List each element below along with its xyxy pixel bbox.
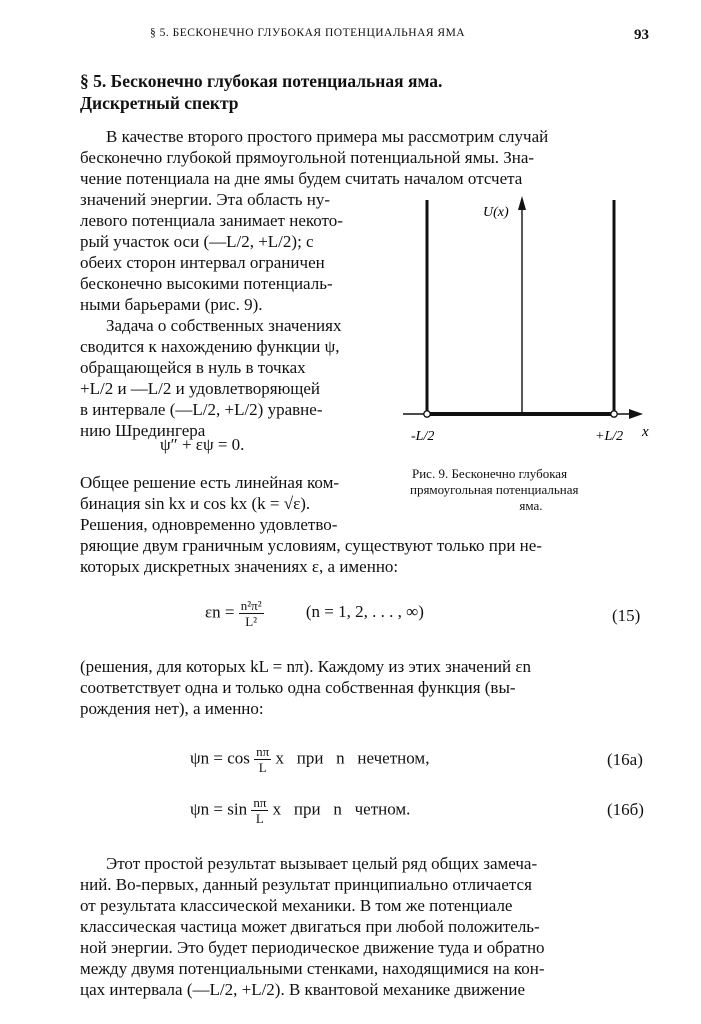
section-title-line-1: § 5. Бесконечно глубокая потенциальная яма. — [80, 71, 443, 91]
figure-caption — [410, 466, 652, 514]
text-line: чение потенциала на дне ямы будем считать началом отсчета — [80, 169, 523, 188]
general-solution-text — [80, 472, 390, 535]
text-line: бинация sin kx и cos kx (k = √ε). — [80, 494, 311, 513]
continuation-paragraph — [80, 535, 652, 577]
text-line: Решения, одновременно удовлетво- — [80, 515, 338, 534]
y-axis-arrow-icon — [518, 196, 526, 210]
schrodinger-equation: ψ″ + εψ = 0. — [160, 435, 245, 454]
text-line: Общее решение есть линейная ком- — [80, 473, 340, 492]
text-line: ными барьерами (рис. 9). — [80, 295, 263, 314]
eq15-fraction — [239, 598, 264, 629]
eq16a-fraction — [254, 744, 271, 775]
caption-line-2: прямоугольная потенциальная — [410, 482, 579, 497]
caption-line-3: яма. — [519, 498, 543, 513]
eq16b-tail: x при n четном. — [272, 799, 411, 819]
final-paragraph — [80, 853, 652, 1000]
text-line: между двумя потенциальными стенками, находящимися на кон- — [80, 959, 545, 978]
text-line: ной энергии. Это будет периодическое движение туда и обратно — [80, 938, 545, 957]
text-line: цах интервала (—L/2, +L/2). В квантовой механике движение — [80, 980, 526, 999]
eq15-lhs: εn = — [205, 602, 235, 622]
left-tick-label: -L/2 — [411, 429, 435, 444]
left-boundary-point — [424, 411, 430, 417]
eq16b-lhs: ψn = sin — [190, 799, 248, 819]
eq16b-numerator: nπ — [253, 795, 267, 810]
text-line: нию Шредингера — [80, 421, 206, 440]
running-header: § 5. БЕСКОНЕЧНО ГЛУБОКАЯ ПОТЕНЦИАЛЬНАЯ ЯМА — [150, 27, 466, 39]
eq16a-denominator: L — [258, 760, 267, 775]
eq16a-number: (16а) — [607, 750, 643, 769]
text-line: В качестве второго простого примера мы рассмотрим случай — [106, 127, 549, 146]
equation-16a — [190, 744, 429, 775]
x-axis-arrow-icon — [629, 409, 643, 419]
text-line: обращающейся в нуль в точках — [80, 358, 306, 377]
text-line: ряющие двум граничным условиям, существуют только при не- — [80, 536, 542, 555]
y-axis-label: U(x) — [483, 205, 509, 220]
section-title — [80, 70, 442, 114]
text-line: (решения, для которых kL = nπ). Каждому из этих значений εn — [80, 657, 532, 676]
section-title-line-2: Дискретный спектр — [80, 93, 239, 113]
eq16a-tail: x при n нечетном, — [275, 748, 430, 768]
eq16b-number: (16б) — [607, 800, 644, 819]
eq16a-lhs: ψn = cos — [190, 748, 250, 768]
equation-15 — [205, 598, 424, 629]
intro-paragraph — [80, 126, 652, 189]
text-line: соответствует одна и только одна собственная функция (вы- — [80, 678, 516, 697]
right-tick-label: +L/2 — [595, 429, 624, 444]
potential-well-figure — [395, 190, 660, 460]
text-line: классическая частица может двигаться при любой положитель- — [80, 917, 540, 936]
x-axis-label: x — [642, 424, 649, 440]
text-line: сводится к нахождению функции ψ, — [80, 337, 340, 356]
text-line: обеих сторон интервал ограничен — [80, 253, 325, 272]
eq16a-numerator: nπ — [256, 744, 270, 759]
eq16b-denominator: L — [255, 811, 264, 826]
text-line: значений энергии. Эта область ну- — [80, 190, 331, 209]
right-boundary-point — [611, 411, 617, 417]
eq15-condition: (n = 1, 2, . . . , ∞) — [305, 602, 424, 622]
eq15-numerator: n²π² — [240, 598, 262, 613]
text-line: +L/2 и —L/2 и удовлетворяющей — [80, 379, 321, 398]
left-column-text — [80, 189, 390, 441]
text-line: которых дискретных значениях ε, а именно: — [80, 557, 399, 576]
eq15-number: (15) — [612, 606, 641, 625]
text-line: Этот простой результат вызывает целый ряд общих замеча- — [106, 854, 538, 873]
after-15-paragraph — [80, 656, 652, 719]
caption-line-1: Рис. 9. Бесконечно глубокая — [412, 466, 568, 481]
text-line: рождения нет), а именно: — [80, 699, 264, 718]
text-line: рый участок оси (—L/2, +L/2); с — [80, 232, 314, 251]
text-line: от результата классической механики. В том же потенциале — [80, 896, 513, 915]
text-line: Задача о собственных значениях — [106, 316, 342, 335]
text-line: левого потенциала занимает некото- — [80, 211, 343, 230]
text-line: бесконечно глубокой прямоугольной потенциальной ямы. Зна- — [80, 148, 535, 167]
equation-16b — [190, 795, 410, 826]
page-number: 93 — [634, 27, 649, 43]
text-line: ний. Во-первых, данный результат принципиально отличается — [80, 875, 532, 894]
text-line: бесконечно высокими потенциаль- — [80, 274, 333, 293]
eq16b-fraction — [251, 795, 268, 826]
text-line: в интервале (—L/2, +L/2) уравне- — [80, 400, 323, 419]
eq15-denominator: L² — [245, 614, 258, 629]
